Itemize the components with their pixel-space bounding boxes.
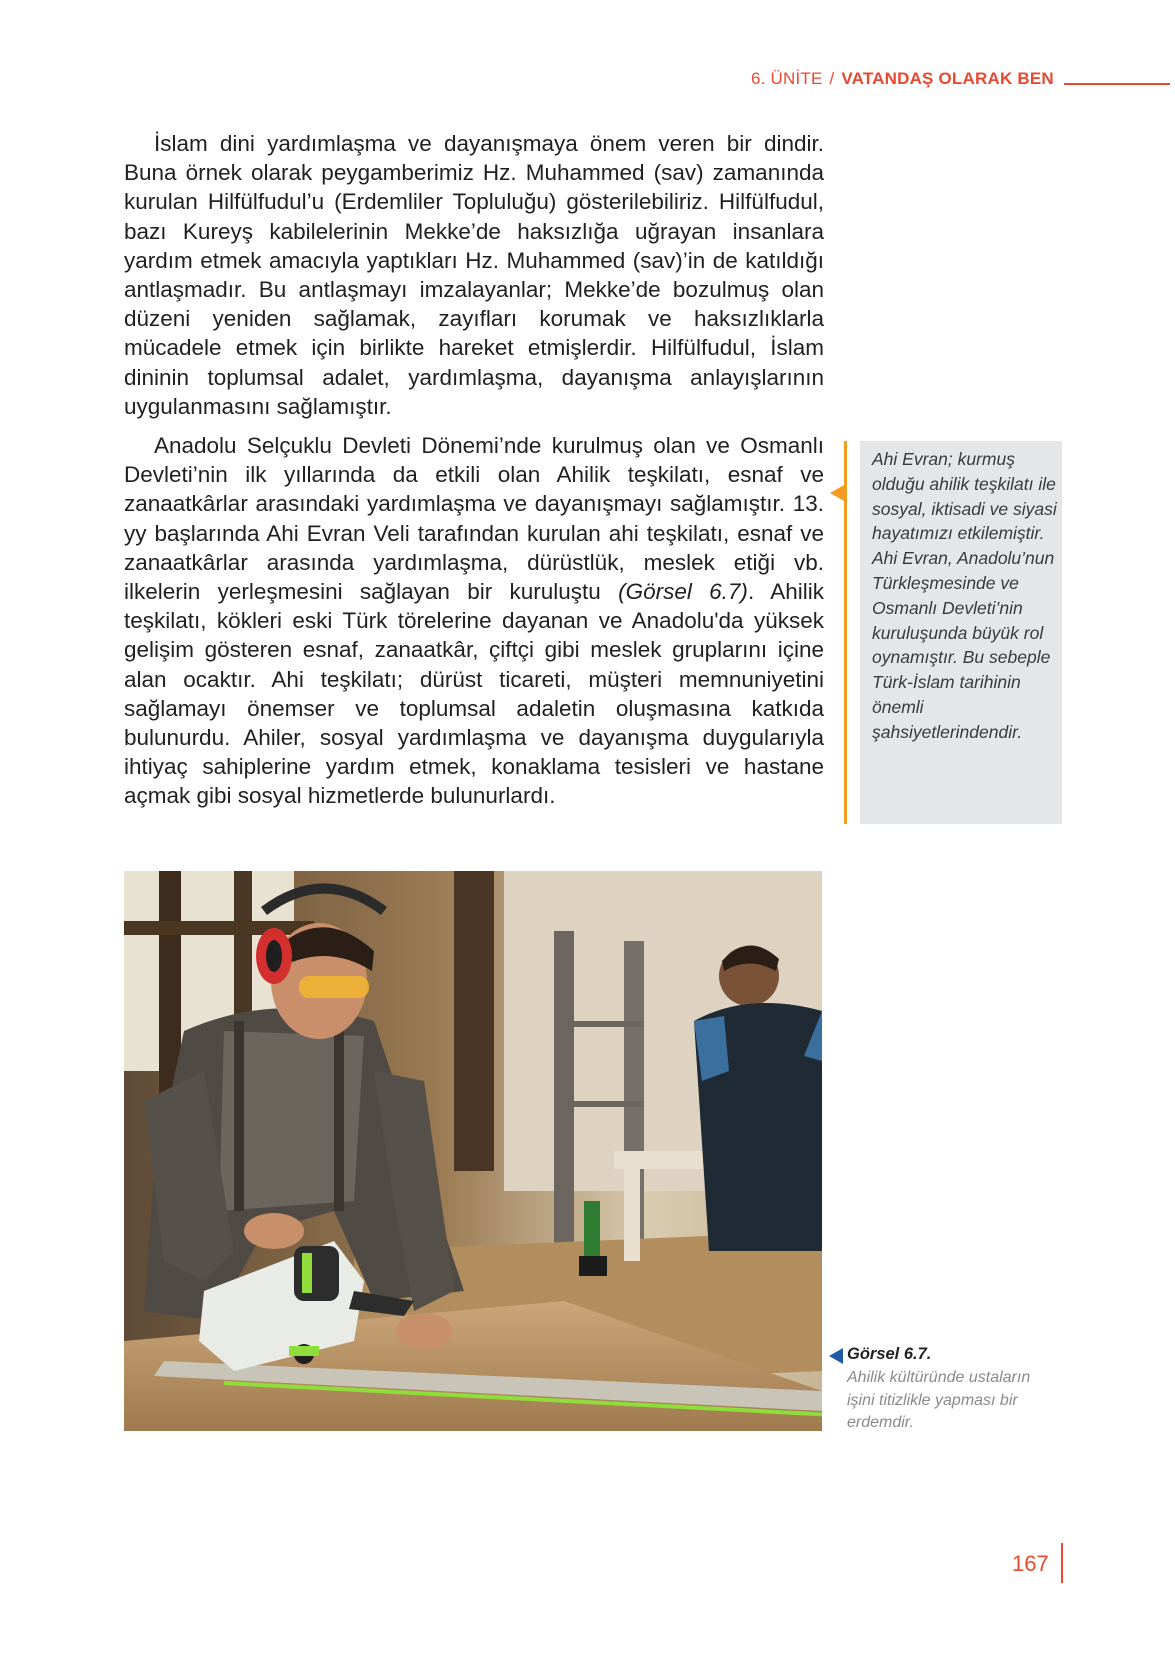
sidebar-rule — [844, 441, 847, 824]
header-title: VATANDAŞ OLARAK BEN — [841, 69, 1054, 88]
page-header — [700, 64, 1175, 94]
figure-reference: (Görsel 6.7) — [618, 579, 748, 605]
paragraph-2-part-2: . Ahilik teşkilatı, kökleri eski Türk törelerine dayanan ve Anadolu'da yüksek gelişim gösteren esnaf, zanaatkâr, çiftçi gibi meslek gruplarını içine alan ocaktır. Ahi teşkilatı; dürüst ticareti, müşteri memnuniyetini sağlamayı önemser ve toplumsal adaletin oluşmasına katkıda bulunurdu. Ahiler, sosyal yardımlaşma ve dayanışma duygularıyla ihtiyaç sahiplerine yardım etmek, konaklama tesisleri ve hastane açmak gibi sosyal hizmetlerde bulunurlardı. — [124, 579, 824, 809]
caption-pointer-icon — [829, 1348, 843, 1364]
body-paragraph-2 — [124, 431, 824, 811]
sidebar-pointer-icon — [830, 485, 844, 501]
paragraph-2-part-1: Anadolu Selçuklu Devleti Dönemi’nde kurulmuş olan ve Osmanlı Devleti’nin ilk yıllarında da etkili olan Ahilik teşkilatı, esnaf ve zanaatkârlar arasındaki yardımlaşma ve dayanışmayı sağlamıştır. 13. yy başlarında Ahi Evran Veli tarafından kurulan ahi teşkilatı, esnaf ve zanaatkârlar arasında yardımlaşma, dürüstlük, meslek etiği vb. ilkelerin yerleşmesini sağlayan bir kuruluştu — [124, 433, 824, 605]
header-slash: / — [829, 69, 835, 88]
header-unit: 6. ÜNİTE — [751, 69, 823, 88]
header-text — [751, 69, 1054, 89]
figure-caption-text: Ahilik kültüründe ustaların işini titizlikle yapması bir erdemdir. — [847, 1369, 1031, 1431]
header-rule — [1064, 83, 1170, 85]
workshop-photo — [124, 871, 822, 1431]
sidebar-note: Ahi Evran; kurmuş olduğu ahilik teşkilatı ile sosyal, iktisadi ve siyasi hayatımızı etkilemiştir. Ahi Evran, Anadolu’nun Türkleşmesinde ve Osmanlı Devleti’nin kuruluşunda büyük rol oynamıştır. Bu sebeple Türk-İslam tarihinin önemli şahsiyetlerindendir. — [872, 449, 1057, 742]
body-paragraph-1: İslam dini yardımlaşma ve dayanışmaya önem veren bir dindir. Buna örnek olarak peygamberimiz Hz. Muhammed (sav) zamanında kurulan Hilfülfudul’u (Erdemliler Topluluğu) gösterilebiliriz. Hilfülfudul, bazı Kureyş kabilelerinin Mekke’de haksızlığa uğrayan insanlara yardım etmek amacıyla yaptıkları Hz. Muhammed (sav)’in de katıldığı antlaşmadır. Bu antlaşmayı imzalayanlar; Mekke’de bozulmuş olan düzeni yeniden sağlamak, zayıfları korumak ve haksızlıklarla mücadele etmek için birlikte hareket etmişlerdir. Hilfülfudul, İslam dininin toplumsal adalet, yardımlaşma, dayanışma anlayışlarının uygulanmasını sağlamıştır. — [124, 131, 824, 419]
figure-caption-title: Görsel 6.7. — [847, 1345, 932, 1363]
page-number-rule — [1061, 1543, 1063, 1583]
page-number: 167 — [1012, 1551, 1049, 1576]
